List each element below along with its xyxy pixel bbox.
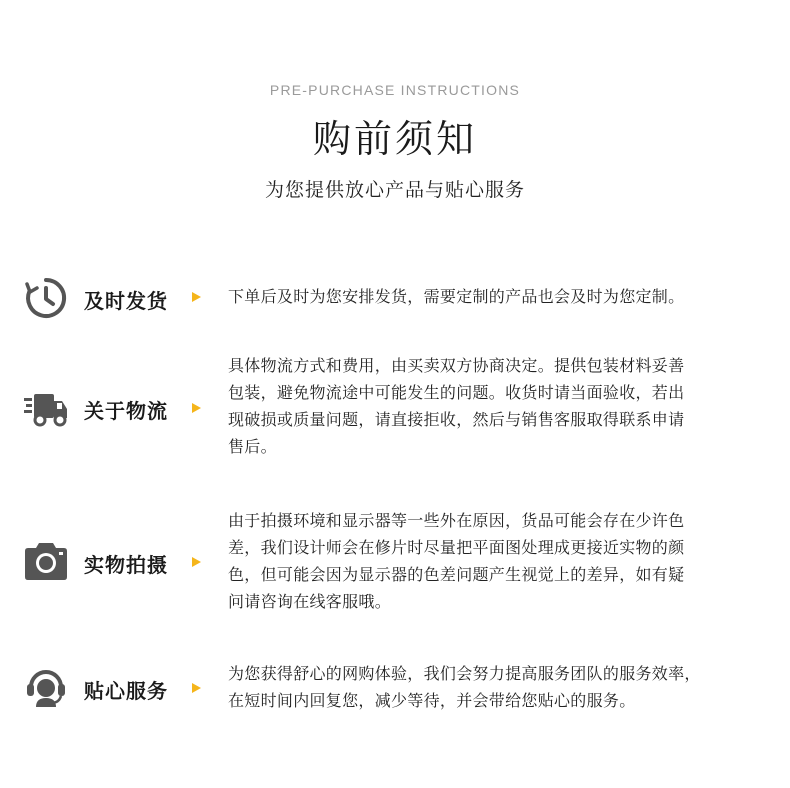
description-line: 差，我们设计师会在修片时尽量把平面图处理成更接近实物的颜 [228,538,685,557]
page-title: 购前须知 [312,117,477,161]
section-shipping [0,270,790,330]
section-label: 贴心服务 [84,679,168,703]
section-description [228,283,768,310]
description-line: 下单后及时为您安排发货，需要定制的产品也会及时为您定制。 [228,287,685,306]
section-label: 及时发货 [84,289,168,313]
camera-icon [22,537,70,585]
description-line: 现破损或质量问题，请直接拒收，然后与销售客服取得联系申请 [228,410,685,429]
description-line: 包装，避免物流途中可能发生的问题。收货时请当面验收，若出 [228,383,685,402]
truck-icon [22,384,70,432]
section-description [228,352,768,460]
section-description [228,660,768,714]
description-line: 在短时间内回复您，减少等待，并会带给您贴心的服务。 [228,691,636,710]
description-line: 色，但可能会因为显示器的色差问题产生视觉上的差异，如有疑 [228,565,685,584]
description-line: 具体物流方式和费用，由买卖双方协商决定。提供包装材料妥善 [228,356,685,375]
description-line: 问请咨询在线客服哦。 [228,592,392,611]
arrow-right-icon [192,557,201,567]
section-label: 关于物流 [84,399,168,423]
arrow-right-icon [192,683,201,693]
header-subtitle-en: PRE-PURCHASE INSTRUCTIONS [269,82,521,98]
section-photography [0,507,790,622]
headset-icon [22,663,70,711]
page-tagline: 为您提供放心产品与贴心服务 [264,179,525,201]
section-logistics [0,352,790,467]
description-line: 为您获得舒心的网购体验，我们会努力提高服务团队的服务效率， [228,664,701,683]
description-line: 售后。 [228,437,277,456]
description-line: 由于拍摄环境和显示器等一些外在原因，货品可能会存在少许色 [228,511,685,530]
section-description [228,507,768,615]
section-service [0,660,790,720]
arrow-right-icon [192,403,201,413]
section-label: 实物拍摄 [84,553,168,577]
clock-icon [22,274,70,322]
arrow-right-icon [192,292,201,302]
